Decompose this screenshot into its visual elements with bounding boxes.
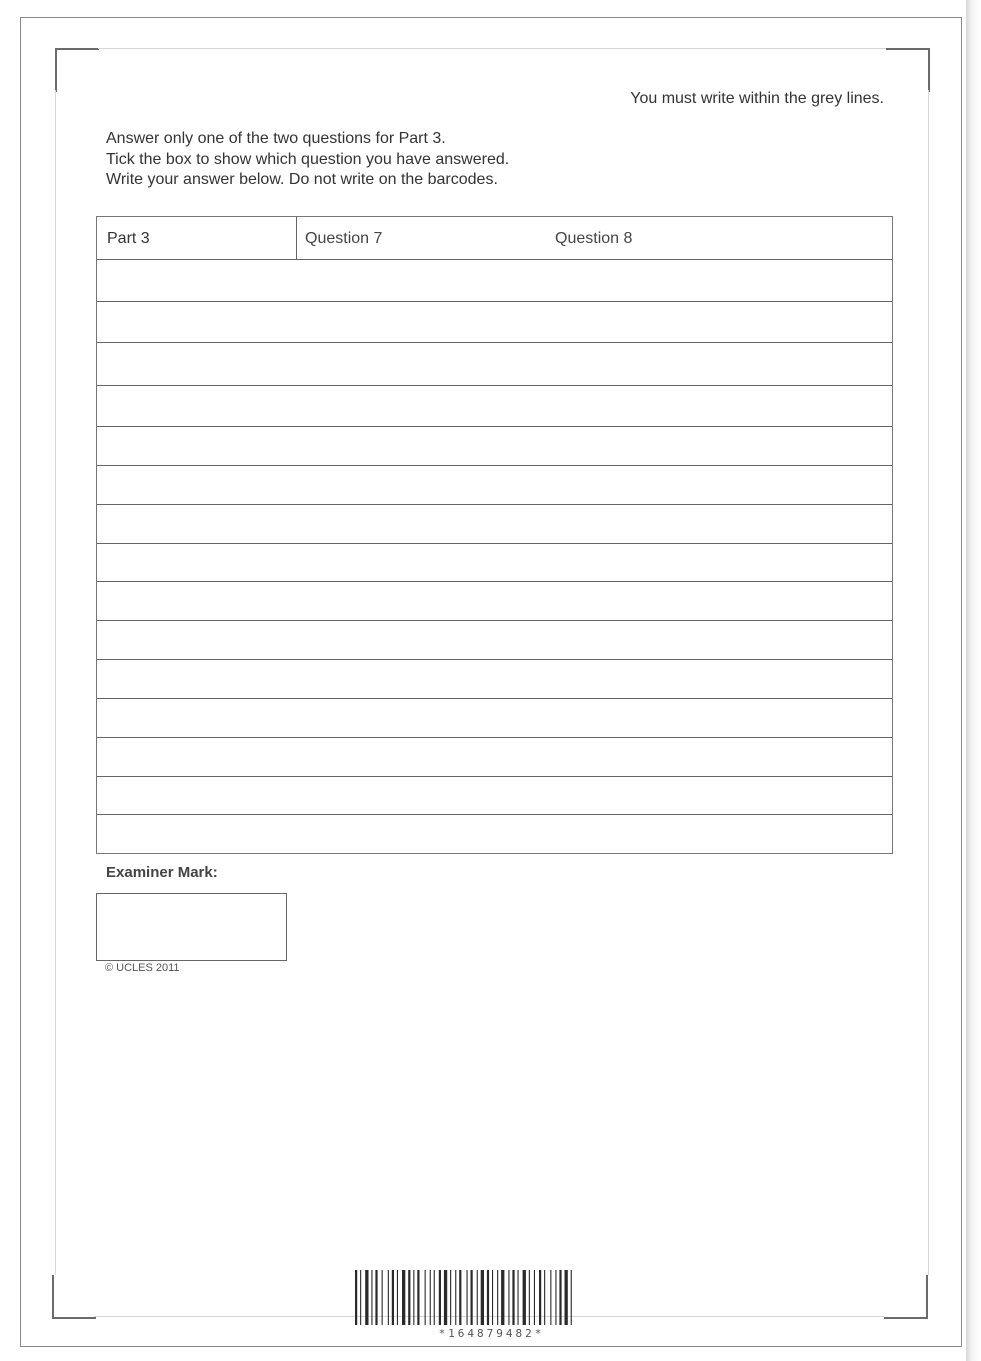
barcode-bar <box>544 1270 545 1325</box>
barcode-bar <box>434 1270 435 1325</box>
writing-line <box>97 581 892 582</box>
writing-line <box>97 543 892 544</box>
corner-mark-bottom-right <box>884 1275 928 1319</box>
writing-line <box>97 776 892 777</box>
question-7-option[interactable]: Question 7 <box>305 230 383 247</box>
barcode-bar <box>508 1270 509 1325</box>
barcode-number: *164879482* <box>438 1327 545 1340</box>
barcode-bar <box>555 1270 556 1325</box>
writing-line <box>97 301 892 302</box>
barcode-bar <box>518 1270 519 1325</box>
barcode-bar <box>529 1270 530 1325</box>
barcode-bar <box>365 1270 368 1325</box>
barcode-bar <box>360 1270 361 1325</box>
barcode-bar <box>439 1270 441 1325</box>
barcode-bar <box>382 1270 383 1325</box>
barcode-bar <box>467 1270 468 1325</box>
barcode-bar <box>523 1270 526 1325</box>
writing-line <box>97 342 892 343</box>
instruction-line: Write your answer below. Do not write on the barcodes. <box>106 171 498 188</box>
corner-mark-bottom-left <box>52 1275 96 1319</box>
barcode-bar <box>477 1270 478 1325</box>
barcode-bar <box>492 1270 493 1325</box>
writing-line <box>97 465 892 466</box>
corner-mark-top-right <box>886 48 930 92</box>
barcode-bar <box>425 1270 426 1325</box>
writing-line <box>97 698 892 699</box>
barcode-bar <box>471 1270 473 1325</box>
part-label: Part 3 <box>97 217 297 259</box>
barcode-bar <box>371 1270 372 1325</box>
corner-mark-top-left <box>55 48 99 92</box>
barcode-bar <box>450 1270 451 1325</box>
barcode-bar <box>571 1270 572 1325</box>
barcode-bar <box>444 1270 447 1325</box>
barcode-bar <box>559 1270 561 1325</box>
barcode-bar <box>355 1270 357 1325</box>
barcode-bar <box>375 1270 377 1325</box>
examiner-mark-label: Examiner Mark: <box>106 864 218 881</box>
barcode-bar <box>497 1270 498 1325</box>
barcode <box>355 1270 628 1325</box>
barcode-bar <box>501 1270 504 1325</box>
barcode-bar <box>565 1270 568 1325</box>
barcode-bar <box>388 1270 389 1325</box>
barcode-bar <box>534 1270 535 1325</box>
barcode-bar <box>392 1270 394 1325</box>
barcode-bar <box>417 1270 419 1325</box>
question-select-row <box>97 217 892 260</box>
barcode-bar <box>539 1270 541 1325</box>
barcode-bar <box>550 1270 551 1325</box>
writing-line <box>97 814 892 815</box>
scan-edge-shadow <box>966 0 981 1361</box>
barcode-bar <box>413 1270 414 1325</box>
barcode-bar <box>481 1270 484 1325</box>
writing-line <box>97 659 892 660</box>
barcode-bar <box>487 1270 489 1325</box>
grey-line-top <box>98 48 886 49</box>
barcode-bar <box>512 1270 514 1325</box>
copyright: © UCLES 2011 <box>105 962 180 974</box>
writing-line <box>97 385 892 386</box>
instruction-line: Tick the box to show which question you have answered. <box>106 150 510 168</box>
instructions <box>106 129 509 191</box>
writing-line <box>97 504 892 505</box>
barcode-bar <box>459 1270 461 1325</box>
question-8-option[interactable]: Question 8 <box>555 230 633 247</box>
grey-line-left <box>55 90 56 1275</box>
barcode-bar <box>402 1270 405 1325</box>
writing-line <box>97 620 892 621</box>
examiner-mark-box[interactable] <box>96 893 287 961</box>
barcode-bar <box>455 1270 456 1325</box>
barcode-bar <box>397 1270 398 1325</box>
grey-line-right <box>928 90 929 1275</box>
barcode-bar <box>408 1270 410 1325</box>
answer-area[interactable] <box>96 216 893 854</box>
barcode-bar <box>430 1270 431 1325</box>
instruction-line: Answer only one of the two questions for Part 3. <box>106 130 446 147</box>
write-within-notice: You must write within the grey lines. <box>630 90 884 107</box>
writing-line <box>97 737 892 738</box>
writing-line <box>97 426 892 427</box>
